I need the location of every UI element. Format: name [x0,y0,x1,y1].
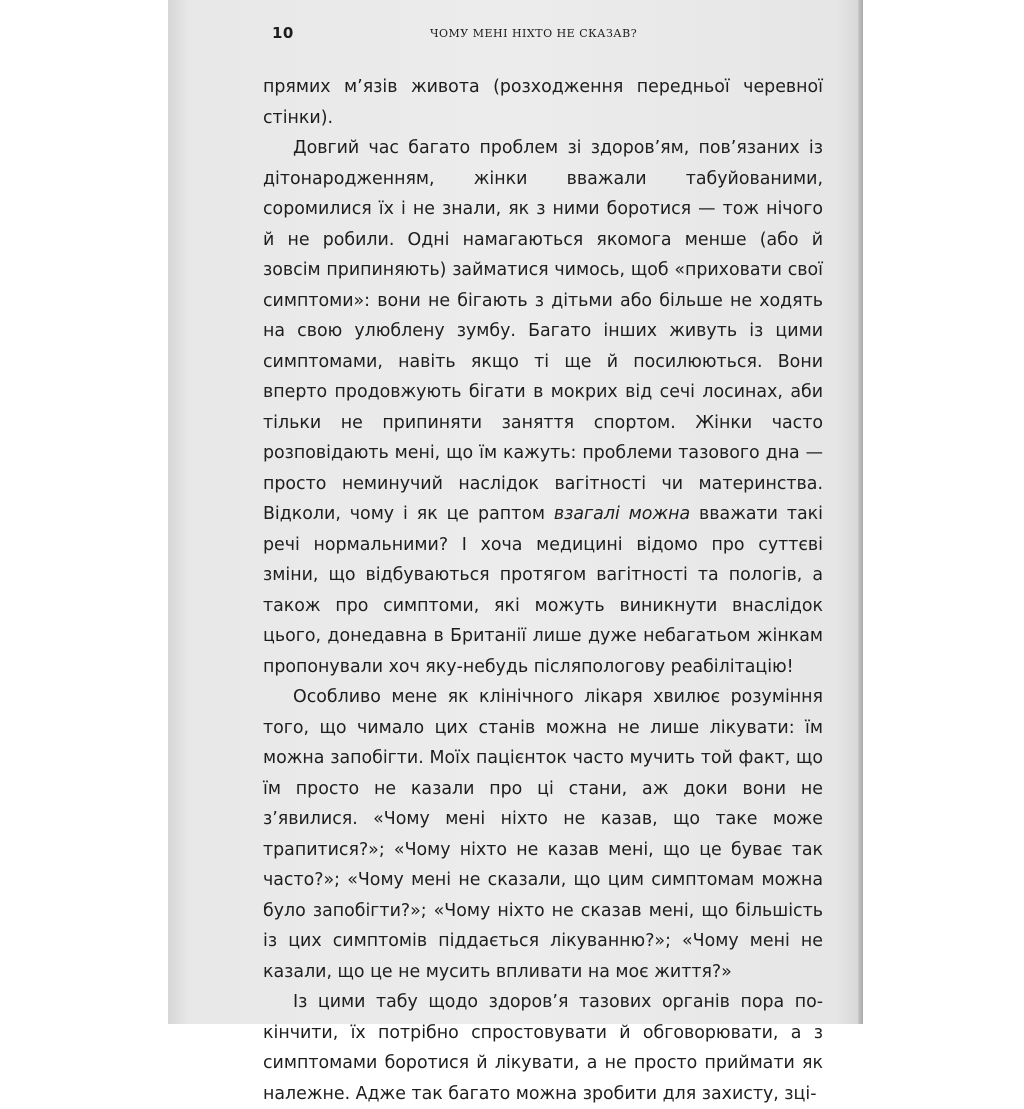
paragraph-3: Особливо мене як клінічного лікаря хвилює розуміння того, що чимало цих станів можна не лише лікувати: їм можна запобігти. Моїх пацієнток часто мучить той факт, що їм просто не казали про ці стани, аж доки вони не з’явилися. «Чому мені ніхто не казав, що таке може трапитися?»; «Чому ніхто не казав мені, що це буває так часто?»; «Чому мені не сказали, що цим симптомам можна було запобігти?»; «Чому ніхто не сказав мені, що більшість із цих симптомів піддається лікуванню?»; «Чому мені не казали, що це не мусить впливати на моє життя?» [263,687,823,982]
page-header [272,24,834,48]
paragraph-4: Із цими табу щодо здоров’я тазових органів пора покінчити, їх потрібно спростовувати й обговорювати, а з симптомами боротися й лікувати, а не просто приймати як належне. Адже так багато можна зробити для захисту, зці- [263,992,823,1104]
body-text [263,72,823,1109]
page-number: 10 [272,24,294,42]
page-edge [858,0,863,1024]
running-head: ЧОМУ МЕНІ НІХТО НЕ СКАЗАВ? [430,27,638,40]
paragraph-2-part-1: Довгий час багато проблем зі здоров’ям, пов’язаних із дітонародженням, жінки вважали табуйованими, соромилися їх і не знали, як з ними боротися — тож нічого й не робили. Одні намагаються якомога менше (або й зовсім припиняють) займатися чимось, щоб «приховати свої симптоми»: вони не бігають з дітьми або більше не ходять на свою улюблену зумбу. Багато інших живуть із цими симптомами, навіть якщо ті ще й посилюються. Вони вперто продовжують бігати в мокрих від сечі лосинах, аби тільки не припиняти заняття спортом. Жінки часто розповідають мені, що їм кажуть: проблеми тазового дна — просто неминучий наслідок вагітності чи материнства. Відколи, чому і як це раптом [263,138,823,524]
paragraph-1: прямих м’язів живота (розходження передньої черевної стінки). [263,77,823,128]
paragraph-2-emphasis: взагалі можна [553,504,691,524]
paragraph-2 [263,133,823,682]
paragraph-2-part-2: вважати такі речі нормальними? І хоча медицині відомо про суттєві зміни, що відбуваються протягом вагітності та пологів, а також про симптоми, які можуть виникнути внаслідок цього, донедавна в Британії лише дуже небагатьом жінкам пропонували хоч яку-небудь післяпологову реабілітацію! [263,504,823,677]
